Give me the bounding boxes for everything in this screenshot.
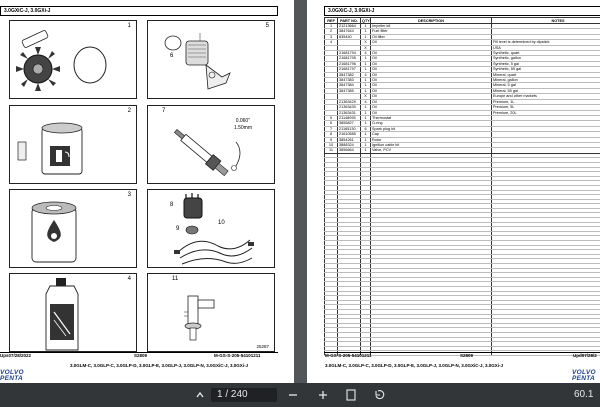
- update-date: Ups07/28/2022: [0, 353, 32, 358]
- illustration-code: 25287: [256, 344, 269, 349]
- cell-part: 21681795: [338, 56, 361, 61]
- right-page-header: 3.0GXiC-J, 3.0GXi-J: [324, 6, 600, 16]
- cell-qty: 4: [361, 99, 371, 104]
- illustration-4-oil-bottle: [9, 273, 137, 352]
- cell-qty: 1: [361, 34, 371, 39]
- cell-desc: Impeller kit: [371, 24, 492, 29]
- left-page-header: 3.0GXiC-J, 3.0GXi-J: [0, 6, 278, 16]
- cell-qty: 1: [361, 148, 371, 153]
- callout-number: 9: [176, 226, 180, 232]
- cell-qty: 1: [361, 105, 371, 110]
- cell-desc: Rotor: [371, 137, 492, 142]
- illustration-3-oil-filter: [9, 189, 137, 268]
- column-ref: REF: [325, 18, 338, 24]
- cell-ref: 10: [325, 142, 338, 147]
- cell-notes: Mineral, 5 gal: [492, 83, 600, 88]
- zoom-out-icon[interactable]: [286, 383, 300, 407]
- cell-desc: Oil: [371, 94, 492, 99]
- page-up-icon[interactable]: [193, 383, 207, 407]
- ref-number: 2: [127, 108, 131, 114]
- cell-ref: 5: [325, 115, 338, 120]
- fuel-filter-illustration: [10, 106, 138, 185]
- cell-desc: Fuel filter: [371, 29, 492, 34]
- cell-desc: Cap: [371, 132, 492, 137]
- cell-ref: 1: [325, 24, 338, 29]
- cell-notes: Premium, 5L: [492, 105, 600, 110]
- left-page: [0, 0, 294, 383]
- cell-part: 21681796: [338, 61, 361, 66]
- cell-desc: Oil: [371, 88, 492, 93]
- cell-desc: Oil: [371, 110, 492, 115]
- cell-qty: 1: [361, 115, 371, 120]
- column-qty: QTY: [362, 18, 370, 23]
- cell-part: 21363429: [338, 99, 361, 104]
- cell-qty: X: [361, 45, 371, 50]
- cell-desc: Oil: [371, 78, 492, 83]
- cell-qty: 1: [361, 137, 371, 142]
- cell-desc: Oil: [371, 61, 492, 66]
- cell-qty: 1: [361, 83, 371, 88]
- impeller-illustration: [10, 21, 138, 100]
- rotate-icon[interactable]: [372, 383, 386, 407]
- cell-desc: Valve, PCV: [371, 148, 492, 153]
- gap-inches: 0.060": [235, 118, 250, 124]
- cell-notes: Mineral, 55 gal: [492, 88, 600, 93]
- update-date: Upd07/28/2: [573, 353, 597, 358]
- cell-desc: Oil: [371, 56, 492, 61]
- cell-desc: Oil: [371, 72, 492, 77]
- distributor-illustration: [148, 190, 276, 269]
- column-notes: NOTES: [492, 18, 600, 24]
- cell-ref: 3: [325, 34, 338, 39]
- callout-number: 6: [170, 53, 174, 59]
- cell-part: 3888324: [338, 142, 361, 147]
- cell-desc: Oil: [371, 83, 492, 88]
- cell-part: 3847382: [338, 72, 361, 77]
- cell-part: 3847644: [338, 29, 361, 34]
- volvo-penta-logo: VOLVO PENTA: [572, 369, 596, 382]
- cell-qty: 1: [361, 88, 371, 93]
- model-list: 3.0GLM-C, 3.0GLP-C, 3.0GLP-D, 3.0GLP-E, 3.0GLP-J, 3.0GLP-N, 3.0GXiC-J, 3.0GXi-J: [325, 363, 504, 368]
- cell-part: 21363430: [338, 105, 361, 110]
- parts-table-body: [325, 24, 600, 356]
- cell-ref: 2: [325, 29, 338, 34]
- cell-part: 21681794: [338, 51, 361, 56]
- cell-notes: Fill level is determined by dipstick: [492, 40, 600, 45]
- cell-part: 3855827: [338, 121, 361, 126]
- page-code: S2809: [460, 353, 474, 358]
- cell-ref: 8: [325, 132, 338, 137]
- document-number: M-GS-S-205-54101211: [325, 353, 372, 358]
- illustration-7-spark-plug: [147, 105, 275, 184]
- cell-qty: 1: [361, 121, 371, 126]
- cell-ref: 4: [325, 40, 338, 45]
- cell-part: 3854261: [338, 137, 361, 142]
- cell-notes: Synthetic, quart: [492, 51, 600, 56]
- cell-qty: 1: [361, 29, 371, 34]
- callout-number: 10: [218, 220, 225, 226]
- cell-desc: O-ring: [371, 121, 492, 126]
- cell-qty: 1: [361, 78, 371, 83]
- pcv-valve-illustration: [148, 274, 276, 353]
- ref-number: 3: [127, 192, 131, 198]
- illustration-8-cap-rotor-cables: [147, 189, 275, 268]
- cell-desc: Oil: [371, 40, 492, 45]
- zoom-in-icon[interactable]: [316, 383, 330, 407]
- volvo-penta-logo: VOLVO PENTA: [0, 369, 24, 382]
- cell-part: 21610585: [338, 132, 361, 137]
- cell-part: 3856664: [338, 148, 361, 153]
- cell-qty: 1: [361, 132, 371, 137]
- cell-qty: 1: [361, 24, 371, 29]
- zoom-level[interactable]: 60.1: [574, 389, 594, 400]
- cell-qty: 1: [361, 110, 371, 115]
- cell-notes: Mineral, gallon: [492, 78, 600, 83]
- column-part-no: PART NO.: [338, 18, 361, 24]
- page-code: S2809: [134, 353, 148, 358]
- illustration-5-thermostat: [147, 20, 275, 99]
- cell-notes: Premium, 20L: [492, 110, 600, 115]
- cell-desc: Thermostat: [371, 115, 492, 120]
- cell-part: 3847383: [338, 78, 361, 83]
- cell-notes: Synthetic, 5 gal: [492, 61, 600, 66]
- cell-qty: 1: [361, 67, 371, 72]
- cell-notes: Synthetic, 55 gal: [492, 67, 600, 72]
- illustration-11-pcv-valve: [147, 273, 275, 352]
- cell-desc: Ignition cable kit: [371, 142, 492, 147]
- cell-qty: X: [361, 40, 371, 45]
- cell-desc: Oil: [371, 105, 492, 110]
- cell-qty: X: [361, 94, 371, 99]
- oil-filter-illustration: [10, 190, 138, 269]
- right-page: [307, 0, 600, 383]
- cell-qty: 6: [361, 126, 371, 131]
- cell-desc: Oil filter: [371, 34, 492, 39]
- thermostat-illustration: [148, 21, 276, 100]
- fit-page-icon[interactable]: [344, 383, 358, 407]
- cell-notes: Europe and other markets: [492, 94, 600, 99]
- cell-part: 3847385: [338, 88, 361, 93]
- spark-plug-illustration: [148, 106, 276, 185]
- cell-desc: Oil: [371, 51, 492, 56]
- cell-qty: 4: [361, 72, 371, 77]
- cell-notes: Premium, 1L: [492, 99, 600, 104]
- cell-part: 21213664: [338, 24, 361, 29]
- cell-qty: 1: [361, 56, 371, 61]
- model-list: 3.0GLM-C, 3.0GLP-C, 3.0GLP-D, 3.0GLP-E, 3.0GLP-J, 3.0GLP-N, 3.0GXiC-J, 3.0GXi-J: [70, 363, 249, 368]
- cell-qty: 1: [361, 61, 371, 66]
- document-number: M-GS-S-205-54101211: [214, 353, 261, 358]
- cell-qty: 4: [361, 51, 371, 56]
- cell-notes: Mineral, quart: [492, 72, 600, 77]
- ref-number: 5: [265, 23, 269, 29]
- illustration-2-fuel-filter: [9, 105, 137, 184]
- cell-part: 21165130: [338, 126, 361, 131]
- page-number-input[interactable]: 1 / 240: [211, 388, 277, 402]
- cell-desc: Oil: [371, 67, 492, 72]
- cell-notes: Synthetic, gallon: [492, 56, 600, 61]
- cell-ref: 7: [325, 126, 338, 131]
- parts-table: [324, 17, 600, 356]
- cell-part: 21148095: [338, 115, 361, 120]
- ref-number: 8: [170, 202, 174, 208]
- illustration-1-impeller-kit: [9, 20, 137, 99]
- cell-part: 835440: [338, 34, 361, 39]
- ref-number: 1: [127, 23, 131, 29]
- cell-qty: 1: [361, 142, 371, 147]
- gap-mm: 1.50mm: [233, 125, 252, 131]
- illustration-grid: [9, 20, 279, 352]
- cell-desc: Spark plug kit: [371, 126, 492, 131]
- pdf-toolbar: [0, 383, 600, 407]
- cell-part: 21363431: [338, 110, 361, 115]
- cell-desc: Oil: [371, 99, 492, 104]
- cell-part: 3847384: [338, 83, 361, 88]
- column-description: DESCRIPTION: [371, 18, 492, 24]
- cell-part: 21681797: [338, 67, 361, 72]
- cell-notes: USA: [492, 45, 600, 50]
- ref-number: 4: [127, 276, 131, 282]
- cell-ref: 11: [325, 148, 338, 153]
- ref-number: 11: [172, 276, 179, 282]
- ref-number: 7: [162, 108, 166, 114]
- cell-ref: 9: [325, 137, 338, 142]
- oil-bottle-illustration: [10, 274, 138, 353]
- cell-ref: 6: [325, 121, 338, 126]
